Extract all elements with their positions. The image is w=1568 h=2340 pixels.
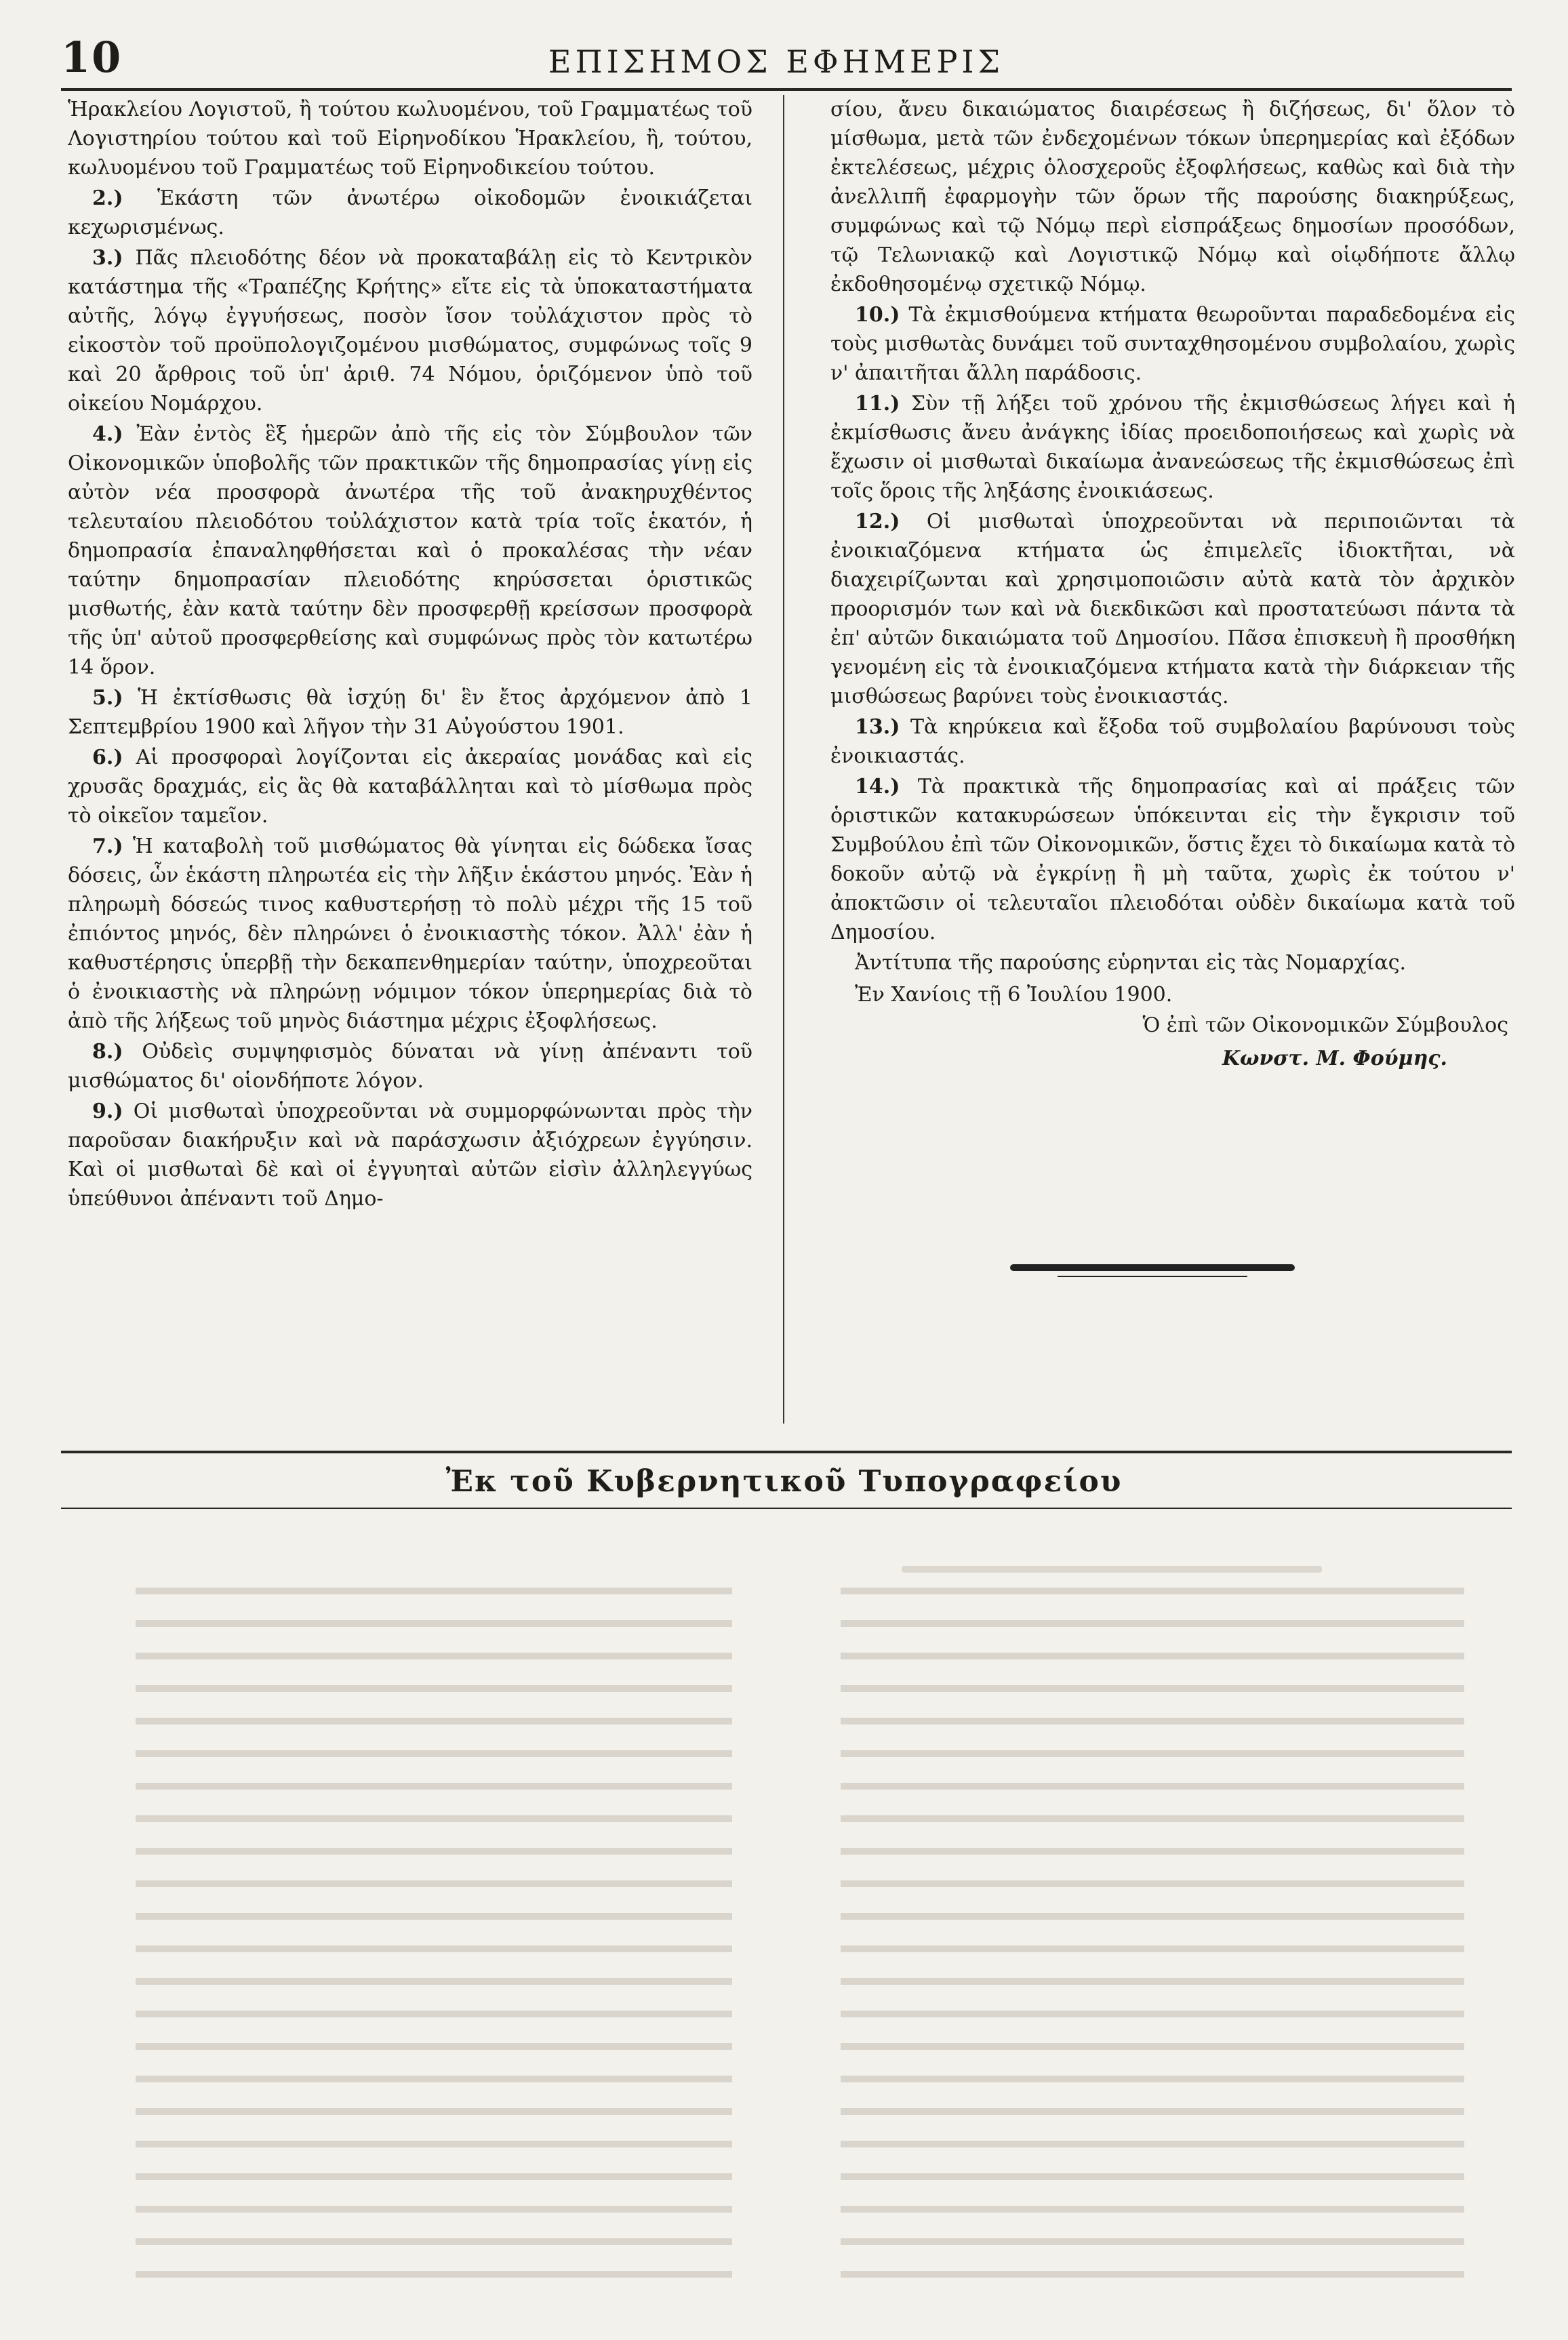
clause-text: Ἐὰν ἐντὸς ἓξ ἡμερῶν ἀπὸ τῆς εἰς τὸν Σύμβουλον τῶν Οἰκονομικῶν ὑποβολῆς τῶν πρακτικῶν τῆς δημοπρασίας γίνῃ εἰς αὐτὸν νέα προσφορὰ ἀνωτέρα τῆς τοῦ ἀνακηρυχθέντος τελευταίου πλειοδότου τοὐλάχιστον κατὰ τρία τοῖς ἑκατόν, ἡ δημοπρασία ἐπαναληφθήσεται καὶ ὁ προκαλέσας τὴν νέαν ταύτην δημοπρασίαν πλειοδότης κηρύσσεται ὁριστικῶς μισθωτής, ἐὰν κατὰ ταύτην δὲν προσφερθῇ κρείσσων προσφορὰ τῆς ὑπ' αὐτοῦ προσφερθείσης καὶ συμφώνως πρὸς τὸν κατωτέρω 14 ὅρον. bbox=[68, 422, 752, 679]
clause-text: Ἑκάστη τῶν ἀνωτέρω οἰκοδομῶν ἐνοικιάζεται κεχωρισμένως. bbox=[68, 186, 752, 239]
right-paragraph bbox=[830, 95, 1515, 299]
clause-number: 13.) bbox=[855, 715, 900, 739]
clause-number: 2.) bbox=[92, 186, 123, 210]
clause-text: Τὰ κηρύκεια καὶ ἔξοδα τοῦ συμβολαίου βαρύνουσι τοὺς ἐνοικιαστάς. bbox=[830, 715, 1515, 768]
right-paragraph bbox=[830, 389, 1515, 506]
bleed-heading bbox=[902, 1566, 1322, 1573]
clause-number: 14.) bbox=[855, 775, 900, 799]
clause-number: 4.) bbox=[92, 422, 123, 446]
clause-text: σίου, ἄνευ δικαιώματος διαιρέσεως ἢ διζήσεως, δι' ὅλον τὸ μίσθωμα, μετὰ τῶν ἐνδεχομένων τόκων ὑπερημερίας καὶ ἐξόδων ἐκτελέσεως, μέχρις ὁλοσχεροῦς ἐξοφλήσεως, καθὼς καὶ διὰ τὴν ἀνελλιπῆ ἐφαρμογὴν τῶν ὅρων τῆς παρούσης διακηρύξεως, συμφώνως καὶ τῷ Νόμῳ περὶ εἰσπράξεως δημοσίων προσόδων, τῷ Τελωνιακῷ καὶ Λογιστικῷ Νόμῳ καὶ οἱῳδήποτε ἄλλῳ ἐκδοθησομένῳ σχετικῷ Νόμῳ. bbox=[830, 98, 1515, 296]
bleed-through-area bbox=[0, 1518, 1568, 2340]
column-divider bbox=[783, 95, 784, 1424]
clause-text: Οὐδεὶς συμψηφισμὸς δύναται νὰ γίνῃ ἀπέναντι τοῦ μισθώματος δι' οἱονδήποτε λόγον. bbox=[68, 1040, 752, 1093]
clause-number: 12.) bbox=[855, 510, 900, 533]
right-column bbox=[830, 95, 1515, 1220]
clause-number: 11.) bbox=[855, 392, 900, 416]
left-paragraph bbox=[68, 1097, 752, 1213]
clause-number: 6.) bbox=[92, 746, 123, 769]
ornamental-rule-thin bbox=[1058, 1276, 1247, 1277]
clause-text: Οἱ μισθωταὶ ὑποχρεοῦνται νὰ συμμορφώνωνται πρὸς τὴν παροῦσαν διακήρυξιν καὶ νὰ παράσχωσιν ἀξιόχρεων ἐγγύησιν. Καὶ οἱ μισθωταὶ δὲ καὶ οἱ ἐγγυηταὶ αὐτῶν εἰσὶν ἀλληλεγγύως ὑπεύθυνοι ἀπέναντι τοῦ Δημο- bbox=[68, 1100, 752, 1211]
clause-text: Σὺν τῇ λήξει τοῦ χρόνου τῆς ἐκμισθώσεως λήγει καὶ ἡ ἐκμίσθωσις ἄνευ ἀνάγκης ἰδίας προειδοποιήσεως καὶ χωρὶς νὰ ἔχωσιν οἱ μισθωταὶ δικαίωμα ἀνανεώσεως τῆς ἐκμισθώσεως ἐπὶ τοῖς ὅροις τῆς ληξάσης ἐνοικιάσεως. bbox=[830, 392, 1515, 503]
right-column-paragraphs bbox=[830, 95, 1515, 977]
clause-number: 8.) bbox=[92, 1040, 123, 1064]
clause-text: Τὰ ἐκμισθούμενα κτήματα θεωροῦνται παραδεδομένα εἰς τοὺς μισθωτὰς δυνάμει τοῦ συνταχθησομένου συμβολαίου, χωρὶς ν' ἀπαιτῆται ἄλλη παράδοσις. bbox=[830, 303, 1515, 385]
right-paragraph bbox=[830, 300, 1515, 388]
right-paragraph bbox=[830, 712, 1515, 771]
clause-number: 5.) bbox=[92, 686, 123, 710]
clause-number: 3.) bbox=[92, 246, 123, 270]
date-line: Ἐν Χανίοις τῇ 6 Ἰουλίου 1900. bbox=[855, 983, 1173, 1007]
left-column bbox=[68, 95, 752, 1424]
footer-rule-bottom bbox=[61, 1508, 1512, 1509]
signatory-name: Κωνστ. Μ. Φούμης. bbox=[1222, 1047, 1447, 1070]
bleed-text-left bbox=[136, 1573, 732, 2291]
left-paragraph bbox=[68, 243, 752, 418]
clause-number: 9.) bbox=[92, 1100, 123, 1123]
right-paragraph bbox=[830, 948, 1515, 977]
right-paragraph bbox=[830, 507, 1515, 711]
page-number: 10 bbox=[61, 33, 123, 82]
clause-text: Τὰ πρακτικὰ τῆς δημοπρασίας καὶ αἱ πράξεις τῶν ὁριστικῶν κατακυρώσεων ὑπόκεινται εἰς τὴν ἔγκρισιν τοῦ Συμβούλου ἐπὶ τῶν Οἰκονομικῶν, ὅστις ἔχει τὸ δικαίωμα κατὰ τὸ δοκοῦν αὐτῷ νὰ ἐγκρίνῃ ἢ μὴ ταῦτα, χωρὶς ἐκ τούτου ν' ἀποκτῶσιν οἱ τελευταῖοι πλειοδόται οὐδὲν δικαίωμα κατὰ τοῦ Δημοσίου. bbox=[830, 775, 1515, 944]
signatory-title: Ὁ ἐπὶ τῶν Οἰκονομικῶν Σύμβουλος bbox=[1142, 1013, 1508, 1037]
clause-text: Ἀντίτυπα τῆς παρούσης εὑρηνται εἰς τὰς Νομαρχίας. bbox=[855, 951, 1407, 975]
clause-text: Ἡ ἐκτίσθωσις θὰ ἰσχύῃ δι' ἓν ἔτος ἀρχόμενον ἀπὸ 1 Σεπτεμβρίου 1900 καὶ λῆγον τὴν 31 Αὐγούστου 1901. bbox=[68, 686, 752, 739]
page-header bbox=[61, 27, 1491, 88]
clause-text: Οἱ μισθωταὶ ὑποχρεοῦνται νὰ περιποιῶνται τὰ ἐνοικιαζόμενα κτήματα ὡς ἐπιμελεῖς ἰδιοκτῆται, νὰ διαχειρίζωνται καὶ χρησιμοποιῶσιν αὐτὰ κατὰ τὸν ἀρχικὸν προορισμόν των καὶ νὰ διεκδικῶσι καὶ προστατεύωσι πάντα τὰ ἐπ' αὐτῶν δικαιώματα τοῦ Δημοσίου. Πᾶσα ἐπισκευὴ ἢ προσθήκη γενομένη εἰς τὰ ἐνοικιαζόμενα κτήματα κατὰ τὴν διάρκειαν τῆς μισθώσεως βαρύνει τοὺς ἐνοικιαστάς. bbox=[830, 510, 1515, 708]
left-paragraph bbox=[68, 1037, 752, 1095]
clause-text: Πᾶς πλειοδότης δέον νὰ προκαταβάλῃ εἰς τὸ Κεντρικὸν κατάστημα τῆς «Τραπέζης Κρήτης» εἴτε εἰς τὰ ὑποκαταστήματα αὐτῆς, λόγῳ ἐγγυήσεως, ποσὸν ἴσον τοὐλάχιστον πρὸς τὸ εἰκοστὸν τοῦ προϋπολογιζομένου μισθώματος, συμφώνως τοῖς 9 καὶ 20 ἄρθροις τοῦ ὑπ' ἀριθ. 74 Νόμου, ὁριζόμενον ὑπὸ τοῦ οἰκείου Νομάρχου. bbox=[68, 246, 752, 416]
clause-number: 7.) bbox=[92, 834, 123, 858]
left-paragraph bbox=[68, 832, 752, 1036]
bleed-text-right bbox=[841, 1573, 1464, 2291]
left-paragraph bbox=[68, 420, 752, 682]
footer-rule-top bbox=[61, 1451, 1512, 1453]
clause-text: Ἡρακλείου Λογιστοῦ, ἢ τούτου κωλυομένου, τοῦ Γραμματέως τοῦ Λογιστηρίου τούτου καὶ τοῦ Εἰρηνοδίκου Ἡρακλείου, ἢ, τούτου, κωλυομένου τοῦ Γραμματέως τοῦ Εἰρηνοδικείου τούτου. bbox=[68, 98, 752, 180]
left-paragraph bbox=[68, 683, 752, 742]
header-rule bbox=[61, 88, 1512, 91]
clause-text: Αἱ προσφοραὶ λογίζονται εἰς ἀκεραίας μονάδας καὶ εἰς χρυσᾶς δραχμάς, εἰς ἃς θὰ καταβάλληται καὶ τὸ μίσθωμα πρὸς τὸ οἰκεῖον ταμεῖον. bbox=[68, 746, 752, 828]
clause-text: Ἡ καταβολὴ τοῦ μισθώματος θὰ γίνηται εἰς δώδεκα ἴσας δόσεις, ὧν ἑκάστη πληρωτέα εἰς τὴν λῆξιν ἑκάστου μηνός. Ἐὰν ἡ πληρωμὴ δόσεώς τινος καθυστερήσῃ τὸ πολὺ μέχρι τῆς 15 τοῦ ἐπιόντος μηνός, δὲν πληρώνει ὁ ἐνοικιαστὴς τόκον. Ἀλλ' ἐὰν ἡ καθυστέρησις ὑπερβῇ τὴν δεκαπενθημερίαν ταύτην, ὑποχρεοῦται ὁ ἐνοικιαστὴς νὰ πληρώνῃ νόμιμον τόκον ὑπερημερίας διὰ τὸ ἀπὸ τῆς λήξεως τοῦ μηνὸς διάστημα μέχρις ἐξοφλήσεως. bbox=[68, 834, 752, 1033]
left-paragraph bbox=[68, 95, 752, 182]
printer-imprint: Ἐκ τοῦ Κυβερνητικοῦ Τυπογραφείου bbox=[445, 1464, 1123, 1499]
clause-number: 10.) bbox=[855, 303, 900, 327]
left-paragraph bbox=[68, 184, 752, 242]
right-paragraph bbox=[830, 772, 1515, 947]
ornamental-rule bbox=[1010, 1264, 1295, 1271]
left-paragraph bbox=[68, 743, 752, 830]
journal-title: ΕΠΙΣΗΜΟΣ ΕΦΗΜΕΡΙΣ bbox=[548, 43, 1005, 80]
